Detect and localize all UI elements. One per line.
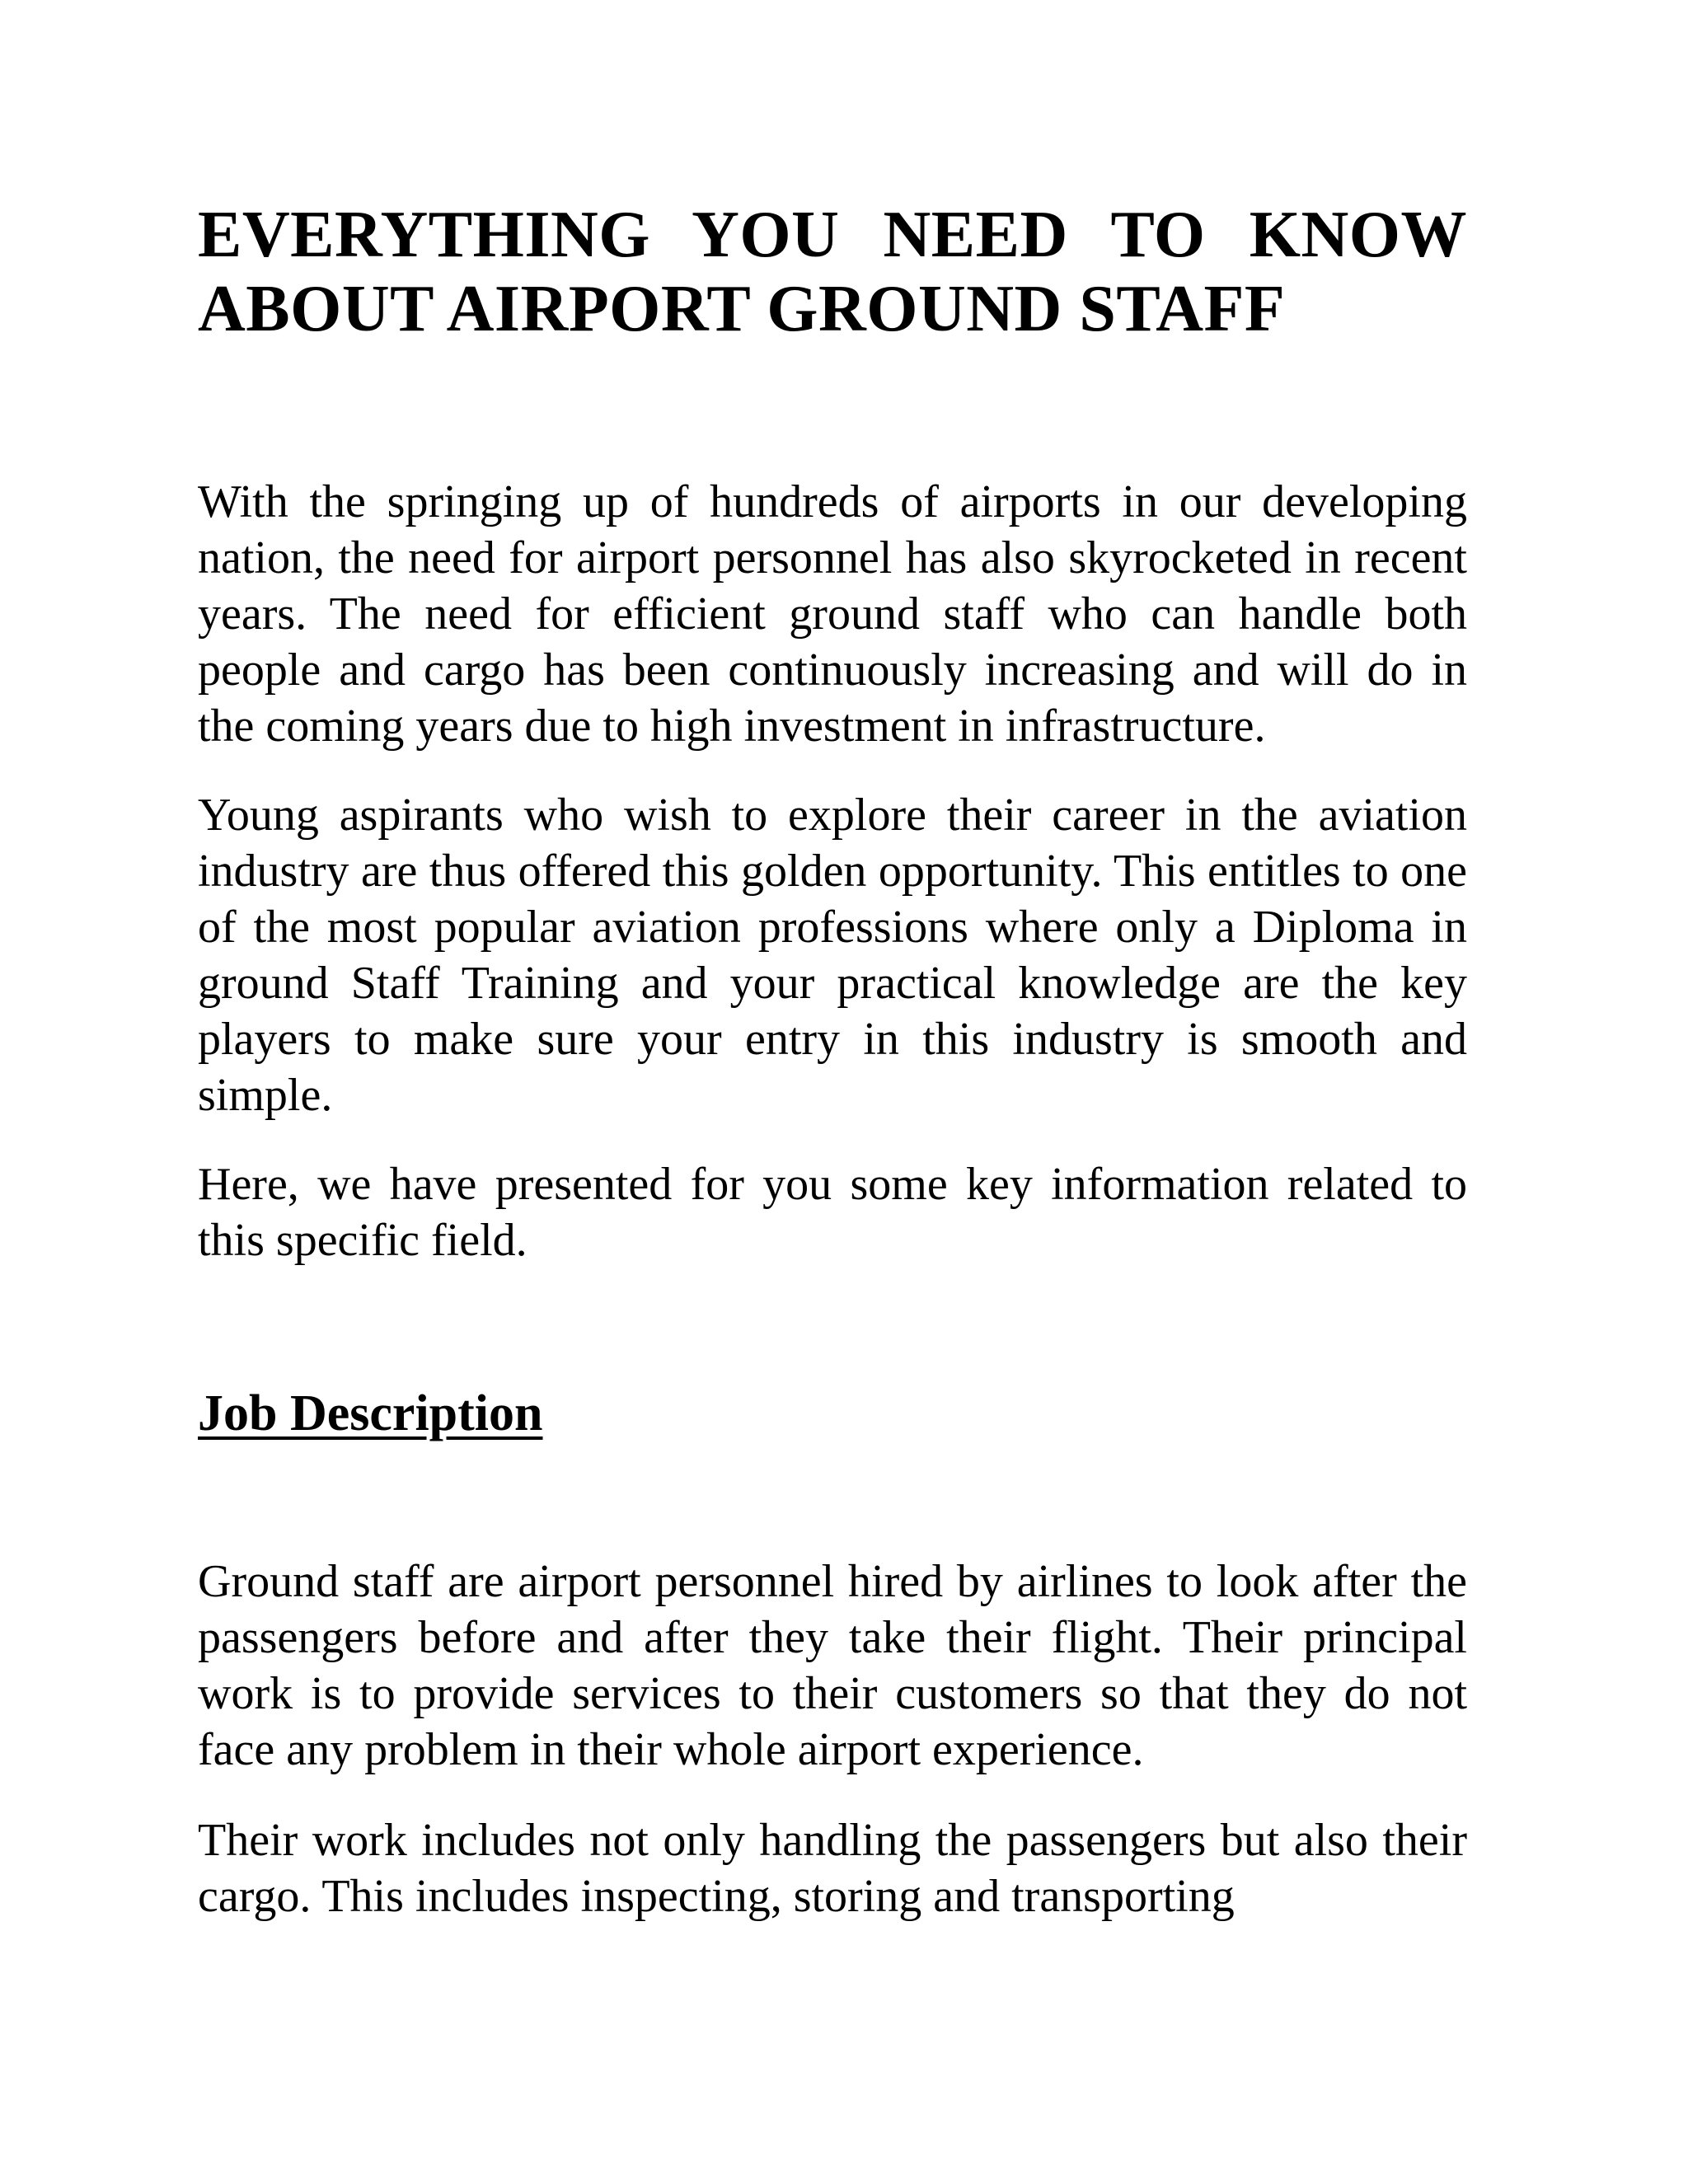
document-title	[198, 198, 1467, 346]
document-body	[198, 198, 1467, 1924]
aspirants-paragraph: Young aspirants who wish to explore their career in the aviation industry are thus offered this golden opportunity. This entitles to one of the most popular aviation professions where only a Diploma in ground Staff Training and your practical knowledge are the key players to make sure your entry in this industry is smooth and simple.	[198, 790, 1467, 1121]
work-includes-paragraph: Their work includes not only handling the passengers but also their cargo. This includes inspecting, storing and transporting	[198, 1815, 1467, 1922]
job-description-heading: Job Description	[198, 1385, 543, 1441]
key-info-paragraph: Here, we have presented for you some key information related to this specific field.	[198, 1159, 1467, 1266]
ground-staff-paragraph: Ground staff are airport personnel hired by airlines to look after the passengers before and after they take their flight. Their principal work is to provide services to their customers so that they do not face any problem in their whole airport experience.	[198, 1556, 1467, 1775]
title-line-1: EVERYTHING YOU NEED TO KNOW	[198, 199, 1467, 271]
title-line-2: ABOUT AIRPORT GROUND STAFF	[198, 273, 1286, 345]
intro-paragraph: With the springing up of hundreds of airports in our developing nation, the need for airport personnel has also skyrocketed in recent years. The need for efficient ground staff who can handle both people and cargo has been continuously increasing and will do in the coming years due to high investment in infrastructure.	[198, 476, 1467, 752]
